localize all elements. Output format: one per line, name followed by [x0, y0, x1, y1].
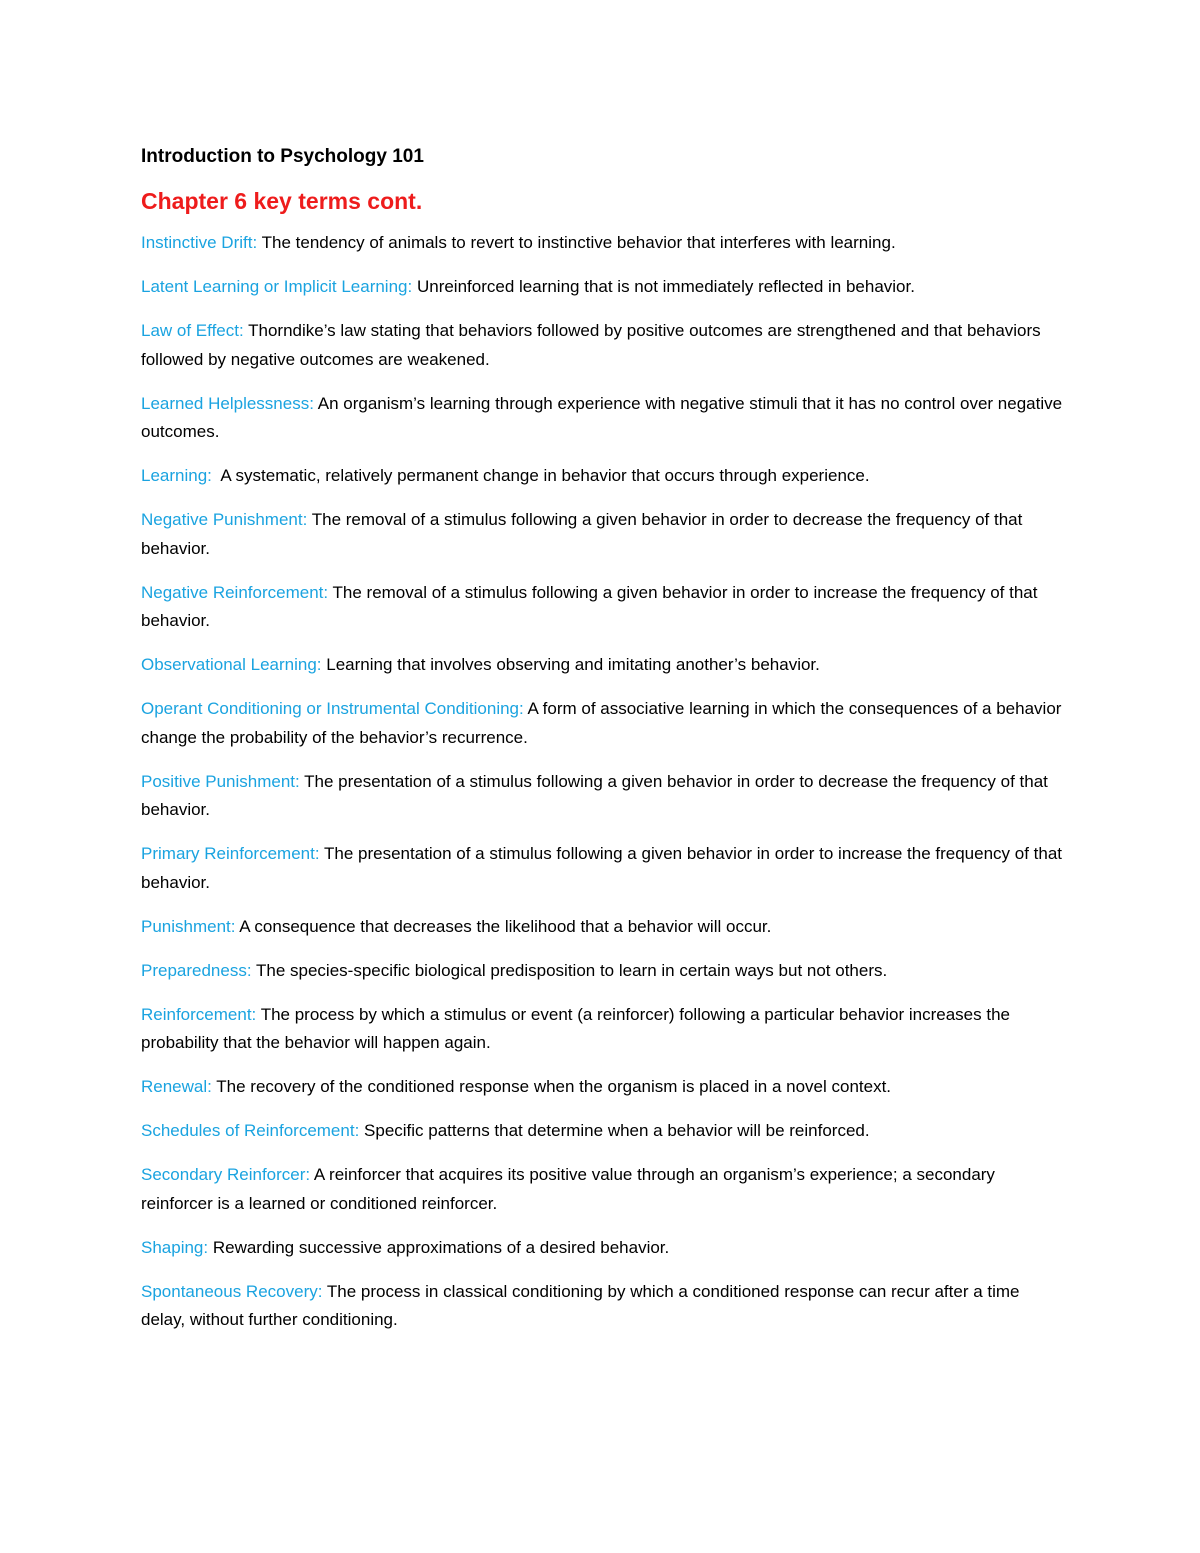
term-entry: [141, 957, 1066, 986]
term-definition: The presentation of a stimulus following a given behavior in order to decrease the frequency of that behavior.: [141, 771, 1053, 819]
term-name: Preparedness:: [141, 960, 252, 980]
term-name: Secondary Reinforcer:: [141, 1165, 311, 1184]
term-entry: [141, 1161, 1066, 1218]
term-definition: A systematic, relatively permanent change in behavior that occurs through experience.: [211, 466, 870, 485]
term-name: Learned Helplessness:: [141, 393, 314, 413]
term-entry: [141, 840, 1066, 897]
term-entry: [141, 1117, 1066, 1146]
term-definition: The process in classical conditioning by which a conditioned response can recur after a time delay, without further conditioning.: [141, 1281, 1025, 1329]
term-definition: An organism’s learning through experience with negative stimuli that it has no control over negative outcomes.: [141, 393, 1067, 441]
term-definition: Specific patterns that determine when a behavior will be reinforced.: [359, 1121, 870, 1140]
term-entry: [141, 1073, 1066, 1102]
term-name: Observational Learning:: [141, 655, 322, 674]
term-entry: [141, 390, 1066, 447]
term-entry: [141, 229, 1066, 258]
term-name: Primary Reinforcement:: [141, 844, 320, 863]
term-definition: A form of associative learning in which the consequences of a behavior change the probability of the behavior’s recurrence.: [141, 699, 1067, 747]
term-name: Schedules of Reinforcement:: [141, 1121, 360, 1140]
term-name: Law of Effect:: [141, 321, 244, 340]
term-definition: A reinforcer that acquires its positive value through an organism’s experience; a secondary reinforcer is a learned or conditioned reinforcer.: [141, 1165, 1000, 1213]
term-definition: The species-specific biological predisposition to learn in certain ways but not others.: [251, 960, 888, 980]
document-content: [141, 146, 1066, 1350]
term-entry: [141, 1001, 1066, 1058]
term-name: Spontaneous Recovery:: [141, 1281, 323, 1301]
key-terms-list: [141, 229, 1066, 1335]
term-entry: [141, 579, 1066, 636]
term-definition: The recovery of the conditioned response when the organism is placed in a novel context.: [211, 1077, 892, 1096]
term-definition: Rewarding successive approximations of a desired behavior.: [208, 1237, 670, 1257]
term-name: Latent Learning or Implicit Learning:: [141, 277, 413, 296]
term-entry: [141, 1278, 1066, 1335]
term-entry: [141, 913, 1066, 942]
term-definition: The process by which a stimulus or event (a reinforcer) following a particular behavior increases the probability that the behavior will happen again.: [141, 1004, 1015, 1052]
term-entry: [141, 695, 1066, 752]
term-entry: [141, 317, 1066, 374]
term-name: Learning:: [141, 466, 212, 485]
term-definition: The removal of a stimulus following a given behavior in order to increase the frequency of that behavior.: [141, 582, 1043, 630]
term-entry: [141, 462, 1066, 491]
term-name: Renewal:: [141, 1077, 212, 1096]
term-entry: [141, 651, 1066, 680]
term-entry: [141, 506, 1066, 563]
term-definition: Unreinforced learning that is not immediately reflected in behavior.: [412, 277, 915, 296]
term-name: Positive Punishment:: [141, 771, 300, 791]
document-title: Introduction to Psychology 101: [141, 146, 424, 167]
term-name: Negative Punishment:: [141, 510, 308, 529]
term-entry: [141, 273, 1066, 302]
term-definition: The removal of a stimulus following a given behavior in order to decrease the frequency of that behavior.: [141, 510, 1028, 558]
term-definition: Learning that involves observing and imitating another’s behavior.: [321, 655, 820, 674]
term-name: Shaping:: [141, 1237, 209, 1257]
term-definition: Thorndike’s law stating that behaviors followed by positive outcomes are strengthened and that behaviors followed by negative outcomes are weakened.: [141, 321, 1046, 369]
term-entry: [141, 768, 1066, 825]
term-name: Negative Reinforcement:: [141, 582, 329, 602]
term-definition: The tendency of animals to revert to instinctive behavior that interferes with learning.: [257, 233, 896, 252]
chapter-heading: Chapter 6 key terms cont.: [141, 188, 423, 214]
term-name: Punishment:: [141, 916, 236, 936]
term-name: Reinforcement:: [141, 1004, 257, 1024]
term-entry: [141, 1234, 1066, 1263]
term-definition: The presentation of a stimulus following a given behavior in order to increase the frequency of that behavior.: [141, 844, 1067, 892]
term-name: Instinctive Drift:: [141, 233, 258, 252]
term-name: Operant Conditioning or Instrumental Conditioning:: [141, 699, 524, 718]
term-definition: A consequence that decreases the likelihood that a behavior will occur.: [235, 916, 772, 936]
